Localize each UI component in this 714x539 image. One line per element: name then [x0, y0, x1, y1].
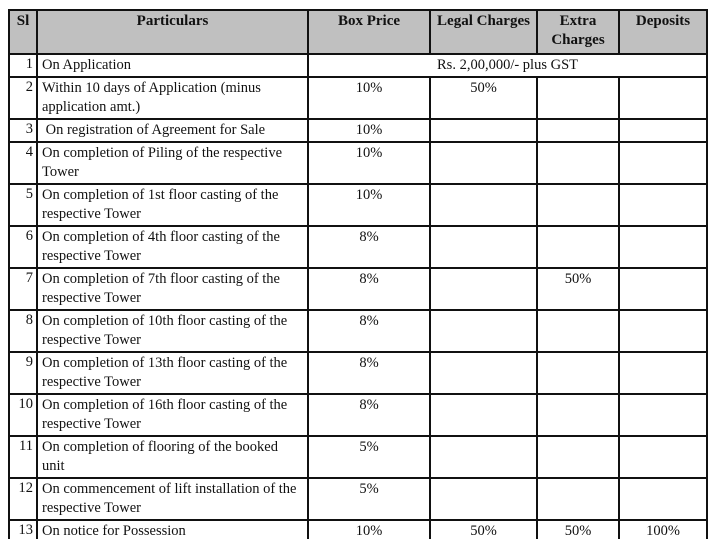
cell-box-price: 8% — [308, 394, 430, 436]
cell-box-price: 8% — [308, 310, 430, 352]
cell-sl: 7 — [9, 268, 37, 310]
cell-extra-charges — [537, 226, 619, 268]
cell-sl: 9 — [9, 352, 37, 394]
cell-box-price: 8% — [308, 352, 430, 394]
cell-box-price: 10% — [308, 77, 430, 119]
cell-particulars: On completion of 4th floor casting of the respective Tower — [37, 226, 308, 268]
cell-extra-charges — [537, 142, 619, 184]
header-particulars: Particulars — [37, 10, 308, 54]
cell-particulars: On completion of 13th floor casting of the respective Tower — [37, 352, 308, 394]
cell-sl: 10 — [9, 394, 37, 436]
cell-deposits — [619, 478, 707, 520]
cell-sl: 4 — [9, 142, 37, 184]
table-row — [9, 119, 707, 142]
cell-legal-charges: 50% — [430, 77, 537, 119]
cell-sl: 2 — [9, 77, 37, 119]
cell-sl: 1 — [9, 54, 37, 77]
cell-box-price: 5% — [308, 436, 430, 478]
cell-extra-charges — [537, 77, 619, 119]
cell-box-price: 8% — [308, 268, 430, 310]
table-row — [9, 54, 707, 77]
table-row — [9, 520, 707, 539]
cell-legal-charges: 50% — [430, 520, 537, 539]
table-row — [9, 436, 707, 478]
cell-sl: 3 — [9, 119, 37, 142]
cell-sl: 5 — [9, 184, 37, 226]
cell-particulars: On registration of Agreement for Sale — [37, 119, 308, 142]
cell-box-price: 5% — [308, 478, 430, 520]
cell-box-price: 10% — [308, 142, 430, 184]
cell-sl: 8 — [9, 310, 37, 352]
cell-particulars: Within 10 days of Application (minus application amt.) — [37, 77, 308, 119]
table-body — [9, 54, 707, 539]
table-row — [9, 77, 707, 119]
cell-legal-charges — [430, 310, 537, 352]
cell-sl: 13 — [9, 520, 37, 539]
table-row — [9, 394, 707, 436]
cell-box-price: 10% — [308, 184, 430, 226]
cell-deposits — [619, 268, 707, 310]
cell-extra-charges — [537, 352, 619, 394]
header-box-price: Box Price — [308, 10, 430, 54]
cell-deposits — [619, 184, 707, 226]
cell-particulars: On notice for Possession — [37, 520, 308, 539]
cell-legal-charges — [430, 226, 537, 268]
header-extra-charges: Extra Charges — [537, 10, 619, 54]
table-row — [9, 184, 707, 226]
cell-extra-charges — [537, 394, 619, 436]
cell-legal-charges — [430, 268, 537, 310]
cell-extra-charges — [537, 184, 619, 226]
cell-particulars: On Application — [37, 54, 308, 77]
cell-legal-charges — [430, 478, 537, 520]
cell-particulars: On completion of 16th floor casting of the respective Tower — [37, 394, 308, 436]
table-row — [9, 310, 707, 352]
payment-schedule-table — [8, 9, 708, 539]
cell-particulars: On commencement of lift installation of the respective Tower — [37, 478, 308, 520]
cell-deposits — [619, 310, 707, 352]
cell-particulars: On completion of Piling of the respective Tower — [37, 142, 308, 184]
cell-legal-charges — [430, 352, 537, 394]
cell-extra-charges — [537, 119, 619, 142]
cell-particulars: On completion of 10th floor casting of the respective Tower — [37, 310, 308, 352]
cell-extra-charges — [537, 478, 619, 520]
cell-deposits — [619, 119, 707, 142]
cell-deposits — [619, 142, 707, 184]
cell-box-price: 8% — [308, 226, 430, 268]
cell-legal-charges — [430, 394, 537, 436]
header-legal-charges: Legal Charges — [430, 10, 537, 54]
table-row — [9, 268, 707, 310]
cell-legal-charges — [430, 119, 537, 142]
header-row — [9, 10, 707, 54]
cell-deposits — [619, 77, 707, 119]
cell-sl: 12 — [9, 478, 37, 520]
cell-extra-charges: 50% — [537, 520, 619, 539]
cell-legal-charges — [430, 142, 537, 184]
cell-sl: 6 — [9, 226, 37, 268]
table-row — [9, 142, 707, 184]
header-sl: Sl — [9, 10, 37, 54]
header-deposits: Deposits — [619, 10, 707, 54]
cell-particulars: On completion of flooring of the booked unit — [37, 436, 308, 478]
cell-deposits: 100% — [619, 520, 707, 539]
cell-extra-charges — [537, 310, 619, 352]
cell-sl: 11 — [9, 436, 37, 478]
cell-extra-charges — [537, 436, 619, 478]
cell-particulars: On completion of 1st floor casting of the respective Tower — [37, 184, 308, 226]
cell-deposits — [619, 352, 707, 394]
table-row — [9, 478, 707, 520]
table-row — [9, 352, 707, 394]
cell-legal-charges — [430, 184, 537, 226]
cell-deposits — [619, 436, 707, 478]
cell-box-price: 10% — [308, 119, 430, 142]
cell-legal-charges — [430, 436, 537, 478]
cell-box-price: 10% — [308, 520, 430, 539]
cell-deposits — [619, 226, 707, 268]
cell-deposits — [619, 394, 707, 436]
cell-application-amount: Rs. 2,00,000/- plus GST — [308, 54, 707, 77]
cell-extra-charges: 50% — [537, 268, 619, 310]
cell-particulars: On completion of 7th floor casting of the respective Tower — [37, 268, 308, 310]
table-row — [9, 226, 707, 268]
